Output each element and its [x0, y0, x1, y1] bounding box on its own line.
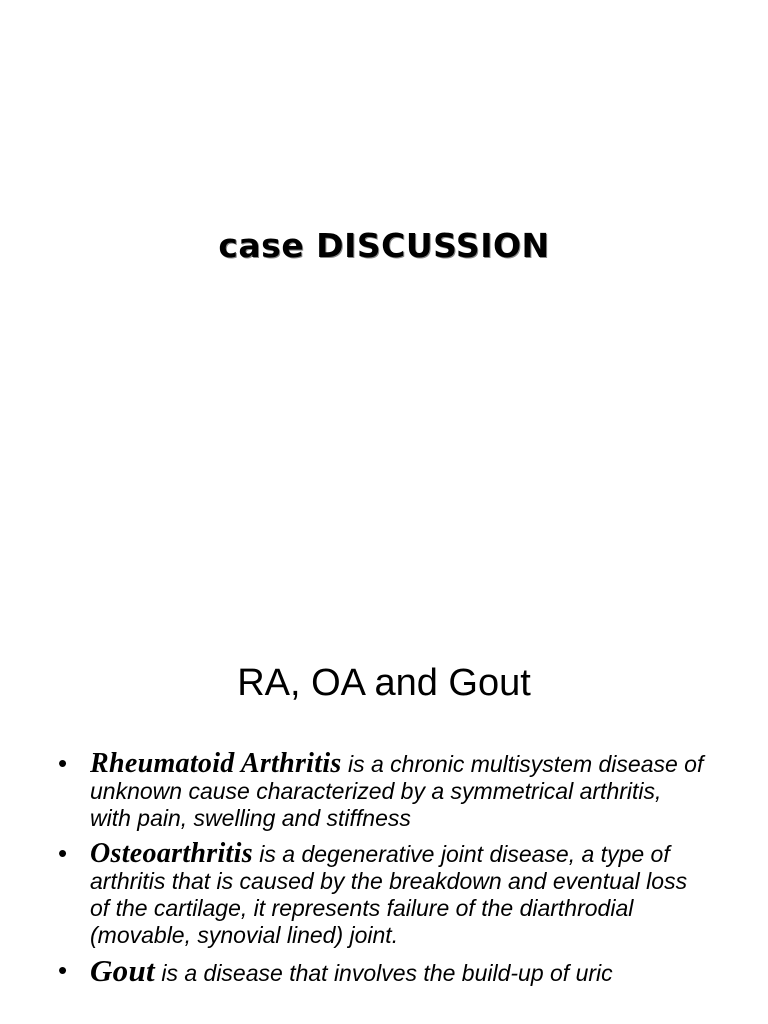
bullet-list [58, 750, 708, 995]
bullet-term: Gout [90, 953, 155, 988]
slide-title: case DISCUSSION [218, 226, 550, 265]
bullet-text: is a disease that involves the build-up of uric [154, 960, 613, 986]
bullet-icon: • [58, 955, 68, 985]
bullet-icon: • [58, 748, 68, 778]
bullet-term: Osteoarthritis [90, 838, 253, 869]
bullet-icon: • [58, 838, 68, 868]
bullet-text: is a degenerative joint disease, a type of arthritis that is caused by the breakdown and eventual loss of the cartilage, it represents failure of the diarthrodial (movable, synovial lined) joint. [90, 841, 688, 948]
slide-heading: RA, OA and Gout [237, 662, 531, 704]
bullet-item-rheumatoid-arthritis [58, 750, 708, 832]
content-slide [0, 576, 768, 1024]
bullet-term: Rheumatoid Arthritis [90, 748, 342, 779]
bullet-item-gout [58, 953, 708, 988]
bullet-text: is a chronic multisystem disease of unknown cause characterized by a symmetrical arthritis, with pain, swelling and stiffness [90, 751, 704, 831]
bullet-item-osteoarthritis [58, 840, 708, 949]
